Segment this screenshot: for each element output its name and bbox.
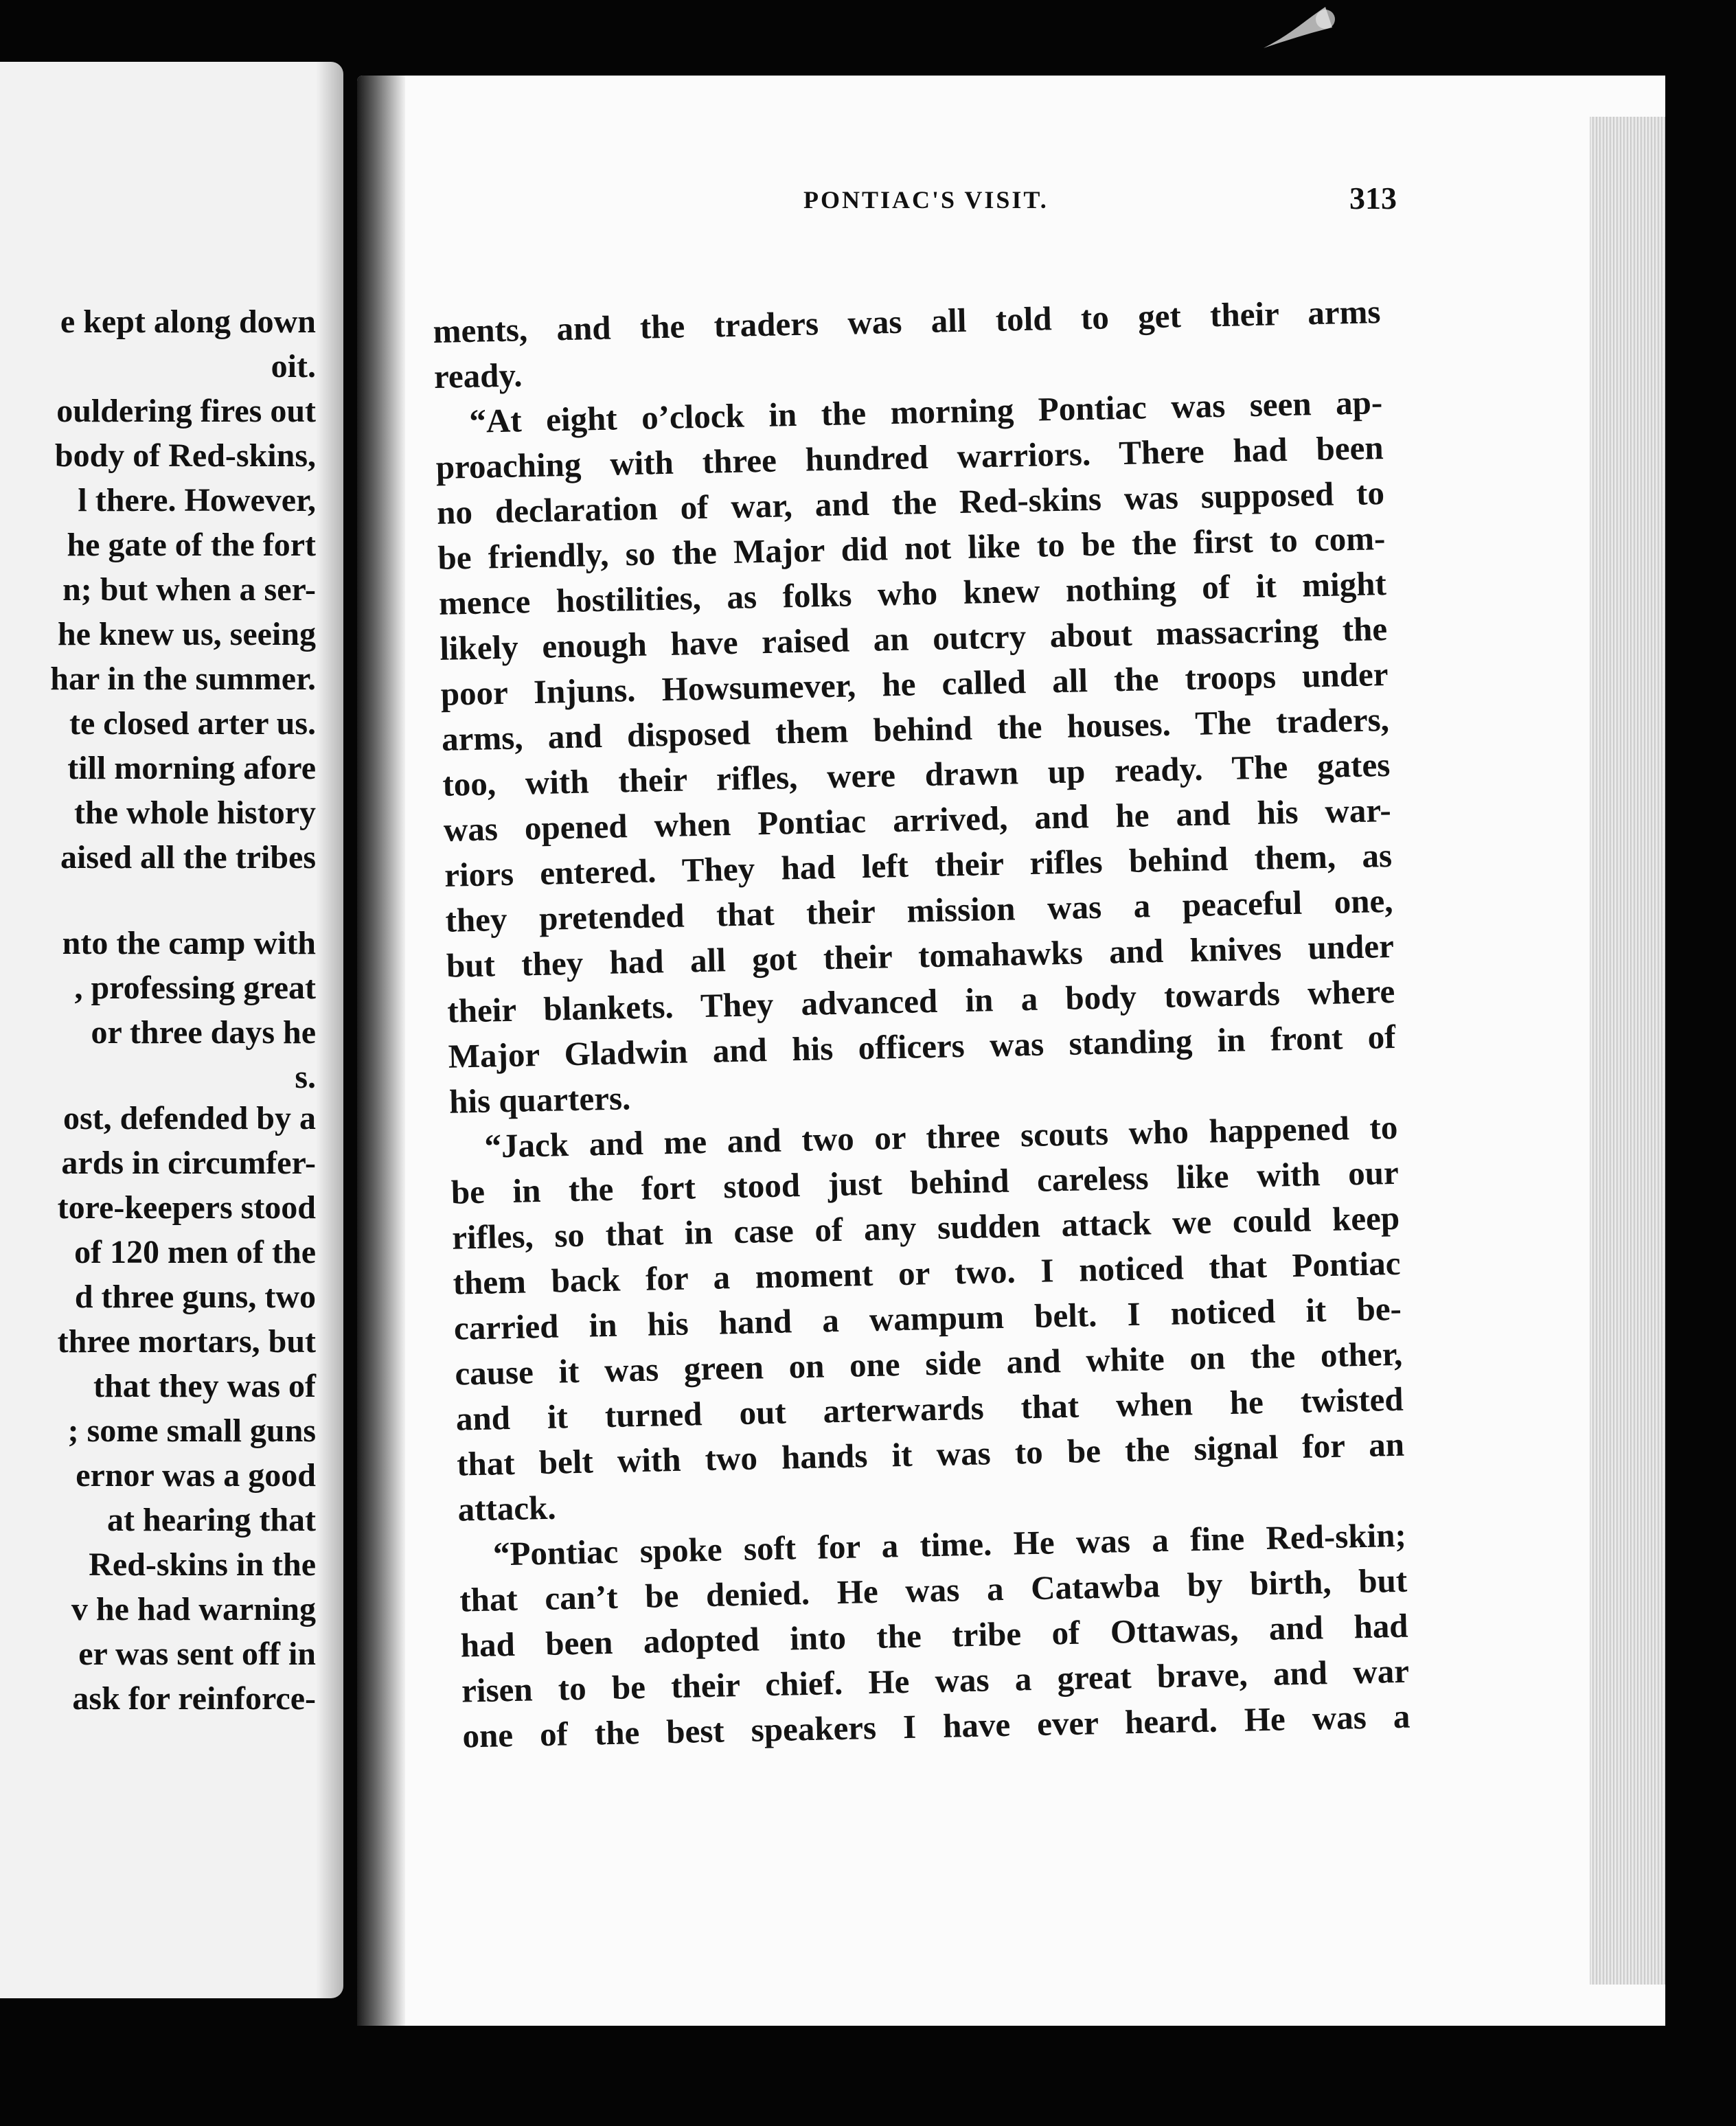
left-text-line: the whole history <box>74 795 316 831</box>
left-text-line: d three guns, two <box>74 1279 316 1315</box>
text-line: their blankets. They advanced in a body towards where <box>446 972 1395 1030</box>
left-text-line: har in the summer. <box>50 661 316 697</box>
text-line: mence hostilities, as folks who knew nothing of it might <box>438 564 1387 622</box>
left-text-line: ouldering fires out <box>56 393 316 429</box>
text-line: attack. <box>457 1488 557 1529</box>
text-line: one of the best speakers I have ever heard. He was a <box>461 1697 1410 1755</box>
text-line: poor Injuns. Howsumever, he called all the troops under <box>440 654 1389 713</box>
paper-blemish <box>1222 0 1346 76</box>
left-text-line: , professing great <box>74 970 316 1006</box>
left-text-line: body of Red-skins, <box>54 437 316 474</box>
left-text-line: tore-keepers stood <box>57 1189 316 1226</box>
left-text-line: er was sent off in <box>78 1636 316 1672</box>
left-text-line: te closed arter us. <box>69 705 316 742</box>
page-fore-edge <box>1590 117 1665 1985</box>
text-line: ready. <box>433 356 523 396</box>
body-text <box>433 289 1410 1759</box>
text-line: that belt with two hands it was to be the signal for an <box>456 1425 1405 1483</box>
text-line: Major Gladwin and his officers was standing in front of <box>448 1017 1397 1075</box>
text-line: risen to be their chief. He was a great brave, and war <box>461 1651 1410 1710</box>
left-text-line: Red-skins in the <box>89 1546 316 1583</box>
text-line: they pretended that their mission was a peaceful one, <box>445 881 1393 939</box>
left-text-line: he gate of the fort <box>67 527 316 563</box>
left-text-line: three mortars, but <box>57 1323 316 1360</box>
text-line: but they had all got their tomahawks and knives under <box>446 926 1395 985</box>
left-text-line: s. <box>295 1059 316 1095</box>
left-text-line: he knew us, seeing <box>57 616 316 652</box>
page-number: 313 <box>1349 181 1397 216</box>
left-page-gutter-shadow <box>316 62 343 1998</box>
text-line: that can’t be denied. He was a Catawba by birth, but <box>459 1561 1408 1619</box>
text-line: his quarters. <box>448 1079 631 1121</box>
left-text-line: ask for reinforce- <box>72 1680 316 1717</box>
text-line: and it turned out arterwards that when he twisted <box>455 1380 1404 1438</box>
text-line: cause it was green on one side and white on the other, <box>454 1334 1403 1393</box>
left-text-line: ernor was a good <box>76 1457 316 1494</box>
left-text-line: l there. However, <box>78 482 316 518</box>
text-line: no declaration of war, and the Red-skins was supposed to <box>436 474 1385 532</box>
left-text-line: or three days he <box>91 1014 316 1051</box>
text-line: too, with their rifles, were drawn up ready. The gates <box>442 745 1391 803</box>
text-line: had been adopted into the tribe of Ottawas, and had <box>460 1606 1409 1665</box>
text-line: was opened when Pontiac arrived, and he and his war- <box>443 790 1392 849</box>
text-line: likely enough have raised an outcry about massacring the <box>439 609 1388 667</box>
gutter-shadow <box>357 76 405 2026</box>
left-text-line: till morning afore <box>67 750 316 786</box>
left-text-line: ; some small guns <box>67 1413 316 1449</box>
left-text-line: oit. <box>271 348 316 385</box>
text-line: riors entered. They had left their rifles behind them, as <box>444 836 1393 894</box>
left-text-line: aised all the tribes <box>60 839 316 876</box>
left-text-line: nto the camp with <box>62 925 316 961</box>
left-text-line: at hearing that <box>107 1502 316 1538</box>
text-line: be friendly, so the Major did not like to be the first to com- <box>437 519 1386 577</box>
left-text-line: of 120 men of the <box>74 1234 316 1270</box>
left-text-line: e kept along down <box>60 304 316 340</box>
left-text-line: v he had warning <box>71 1591 316 1627</box>
left-text-line: ards in circumfer- <box>61 1145 316 1181</box>
text-line: them back for a moment or two. I noticed that Pontiac <box>453 1244 1401 1302</box>
text-line: proaching with three hundred warriors. There had been <box>435 428 1384 486</box>
text-line: ments, and the traders was all told to get their arms <box>433 293 1381 350</box>
text-line: arms, and disposed them behind the houses. The traders, <box>441 700 1390 758</box>
text-line: “At eight o’clock in the morning Pontiac was seen ap- <box>468 383 1383 440</box>
text-line: “Pontiac spoke soft for a time. He was a fine Red-skin; <box>492 1516 1407 1573</box>
text-line: “Jack and me and two or three scouts who happened to <box>483 1108 1398 1165</box>
left-text-line: ost, defended by a <box>62 1100 316 1136</box>
running-head: PONTIAC'S VISIT. <box>803 186 1049 214</box>
left-page <box>0 62 343 1998</box>
text-line: rifles, so that in case of any sudden attack we could keep <box>451 1198 1400 1257</box>
text-line: be in the fort stood just behind careless like with our <box>450 1153 1400 1211</box>
left-text-line: n; but when a ser- <box>62 571 316 608</box>
text-line: carried in his hand a wampum belt. I noticed it be- <box>453 1289 1402 1347</box>
left-text-line: that they was of <box>93 1368 316 1404</box>
